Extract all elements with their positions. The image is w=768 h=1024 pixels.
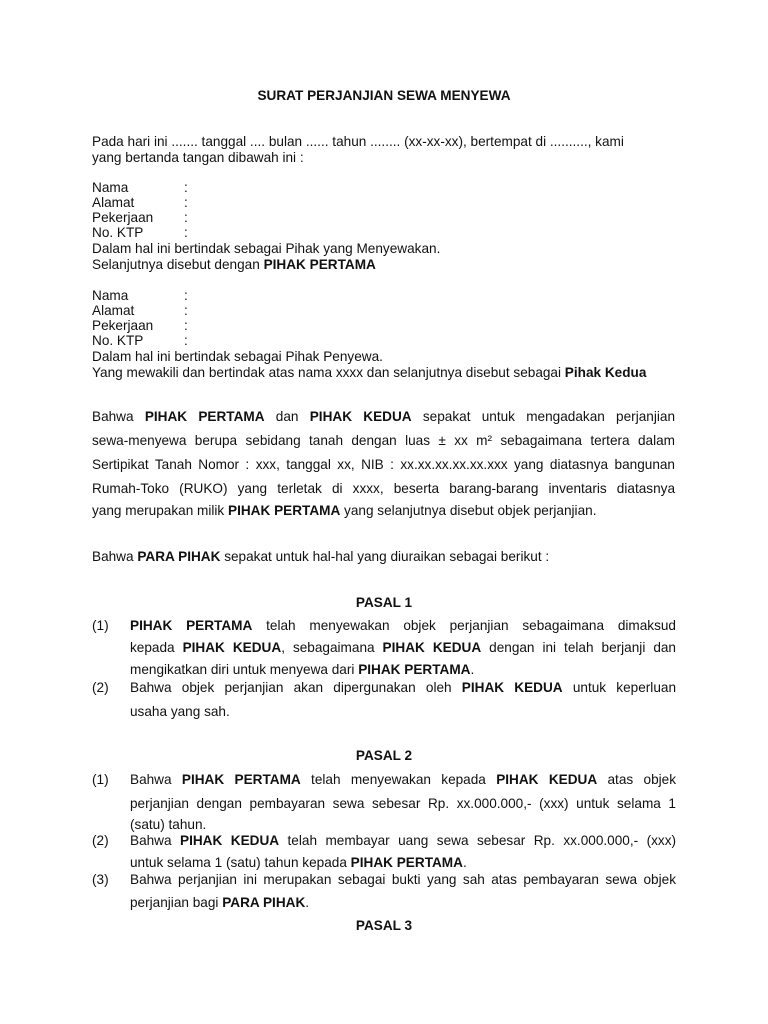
text-span: telah menyewakan objek perjanjian sebagaimana dimaksud (252, 618, 676, 633)
field-label: Nama (92, 288, 129, 303)
text-span: dan (264, 409, 310, 424)
pasal1-item1-line2 (130, 640, 676, 655)
bold-term: PIHAK KEDUA (496, 772, 598, 787)
text-span: Selanjutnya disebut dengan (92, 257, 264, 272)
recital-line-3: Sertipikat Tanah Nomor : xxx, tanggal xx, NIB : xx.xx.xx.xx.xx.xxx yang diatasnya bangunan (92, 457, 675, 472)
item-number: (3) (92, 872, 109, 887)
text-span: . (305, 895, 310, 910)
field-label: Nama (92, 180, 129, 195)
pasal1-item2-line1 (130, 680, 676, 695)
bold-term: PIHAK PERTAMA (181, 772, 301, 787)
text-span: Yang mewakili dan bertindak atas nama xxxx dan selanjutnya disebut sebagai (92, 365, 565, 380)
text-span: sepakat untuk mengadakan perjanjian (411, 409, 676, 424)
text-span: . (470, 662, 475, 677)
pasal-2-heading: PASAL 2 (355, 748, 413, 763)
party2-field-occupation (92, 318, 188, 333)
text-span: dengan ini telah berjanji dan (481, 640, 676, 655)
text-span: , sebagaimana (281, 640, 383, 655)
text-span: telah membayar uang sewa sebesar Rp. xx.000.000,- (xxx) (279, 833, 677, 848)
bold-term: PIHAK KEDUA (461, 680, 563, 695)
bold-term: PIHAK KEDUA (180, 833, 280, 848)
bold-term: PIHAK KEDUA (309, 409, 412, 424)
item-number: (2) (92, 680, 109, 695)
pasal2-item2-line2 (130, 855, 676, 870)
bold-term: Pihak Kedua (564, 365, 647, 380)
recital-line-5 (92, 503, 675, 518)
field-colon: : (184, 303, 188, 318)
field-colon: : (184, 318, 188, 333)
party1-referred (92, 257, 376, 272)
pasal1-item1-line1 (130, 618, 676, 633)
text-span: Bahwa objek perjanjian akan dipergunakan oleh (130, 680, 462, 695)
field-colon: : (184, 333, 188, 348)
text-span: Bahwa (130, 772, 182, 787)
text-span: untuk keperluan (562, 680, 677, 695)
pasal2-item1-line2: perjanjian dengan pembayaran sewa sebesar Rp. xx.000.000,- (xxx) untuk selama 1 (130, 796, 676, 811)
bold-term: PIHAK PERTAMA (358, 662, 471, 677)
pasal-3-heading: PASAL 3 (355, 918, 413, 933)
text-span: sepakat untuk hal-hal yang diuraikan sebagai berikut : (220, 549, 550, 564)
agreement-line (92, 549, 549, 564)
text-span: . (462, 855, 467, 870)
bold-term: PIHAK KEDUA (382, 640, 482, 655)
document-title: SURAT PERJANJIAN SEWA MENYEWA (257, 88, 511, 103)
text-span: perjanjian bagi (130, 895, 223, 910)
field-label: No. KTP (92, 225, 144, 240)
party2-referred (92, 365, 646, 380)
text-span: Bahwa (92, 549, 138, 564)
bold-term: PIHAK PERTAMA (263, 257, 376, 272)
bold-term: PIHAK PERTAMA (130, 618, 253, 633)
bold-term: PIHAK KEDUA (182, 640, 282, 655)
field-colon: : (184, 195, 188, 210)
field-colon: : (184, 225, 188, 240)
party1-field-address (92, 195, 188, 210)
bold-term: PARA PIHAK (137, 549, 221, 564)
party2-field-name (92, 288, 188, 303)
item-number: (2) (92, 833, 109, 848)
pasal-1-heading: PASAL 1 (355, 595, 413, 610)
field-label: No. KTP (92, 333, 144, 348)
text-span: kepada (130, 640, 183, 655)
field-label: Pekerjaan (92, 318, 154, 333)
bold-term: PIHAK PERTAMA (228, 503, 341, 518)
text-span: atas objek (597, 772, 677, 787)
field-label: Alamat (92, 303, 135, 318)
party1-field-occupation (92, 210, 188, 225)
item-number: (1) (92, 618, 109, 633)
text-span: mengikatkan diri untuk menyewa dari (130, 662, 359, 677)
field-colon: : (184, 210, 188, 225)
pasal2-item1-line3: (satu) tahun. (130, 817, 207, 832)
party2-field-address (92, 303, 188, 318)
party1-role: Dalam hal ini bertindak sebagai Pihak yang Menyewakan. (92, 241, 441, 256)
field-label: Alamat (92, 195, 135, 210)
recital-line-1 (92, 409, 675, 424)
pasal1-item2-line2: usaha yang sah. (130, 704, 230, 719)
field-label: Pekerjaan (92, 210, 154, 225)
text-span: telah menyewakan kepada (300, 772, 497, 787)
recital-line-4: Rumah-Toko (RUKO) yang terletak di xxxx, beserta barang-barang inventaris diatasnya (92, 481, 675, 496)
party2-field-ktp (92, 333, 188, 348)
field-colon: : (184, 180, 188, 195)
text-span: untuk selama 1 (satu) tahun kepada (130, 855, 351, 870)
intro-line-1: Pada hari ini ....... tanggal .... bulan ...... tahun ........ (xx-xx-xx), bertempat di .........., kami (92, 134, 624, 149)
text-span: yang merupakan milik (92, 503, 228, 518)
pasal2-item3-line1: Bahwa perjanjian ini merupakan sebagai bukti yang sah atas pembayaran sewa objek (130, 872, 676, 887)
text-span: Bahwa (130, 833, 181, 848)
bold-term: PARA PIHAK (222, 895, 306, 910)
item-number: (1) (92, 772, 109, 787)
text-span: yang selanjutnya disebut objek perjanjian. (340, 503, 597, 518)
pasal2-item3-line2 (130, 895, 676, 910)
pasal2-item1-line1 (130, 772, 676, 787)
party1-field-name (92, 180, 188, 195)
party2-role: Dalam hal ini bertindak sebagai Pihak Penyewa. (92, 349, 383, 364)
text-span: Bahwa (92, 409, 145, 424)
pasal2-item2-line1 (130, 833, 676, 848)
party1-field-ktp (92, 225, 188, 240)
bold-term: PIHAK PERTAMA (144, 409, 265, 424)
bold-term: PIHAK PERTAMA (350, 855, 463, 870)
pasal1-item1-line3 (130, 662, 676, 677)
field-colon: : (184, 288, 188, 303)
recital-line-2: sewa-menyewa berupa sebidang tanah dengan luas ± xx m² sebagaimana tertera dalam (92, 433, 675, 448)
intro-line-2: yang bertanda tangan dibawah ini : (92, 150, 304, 165)
